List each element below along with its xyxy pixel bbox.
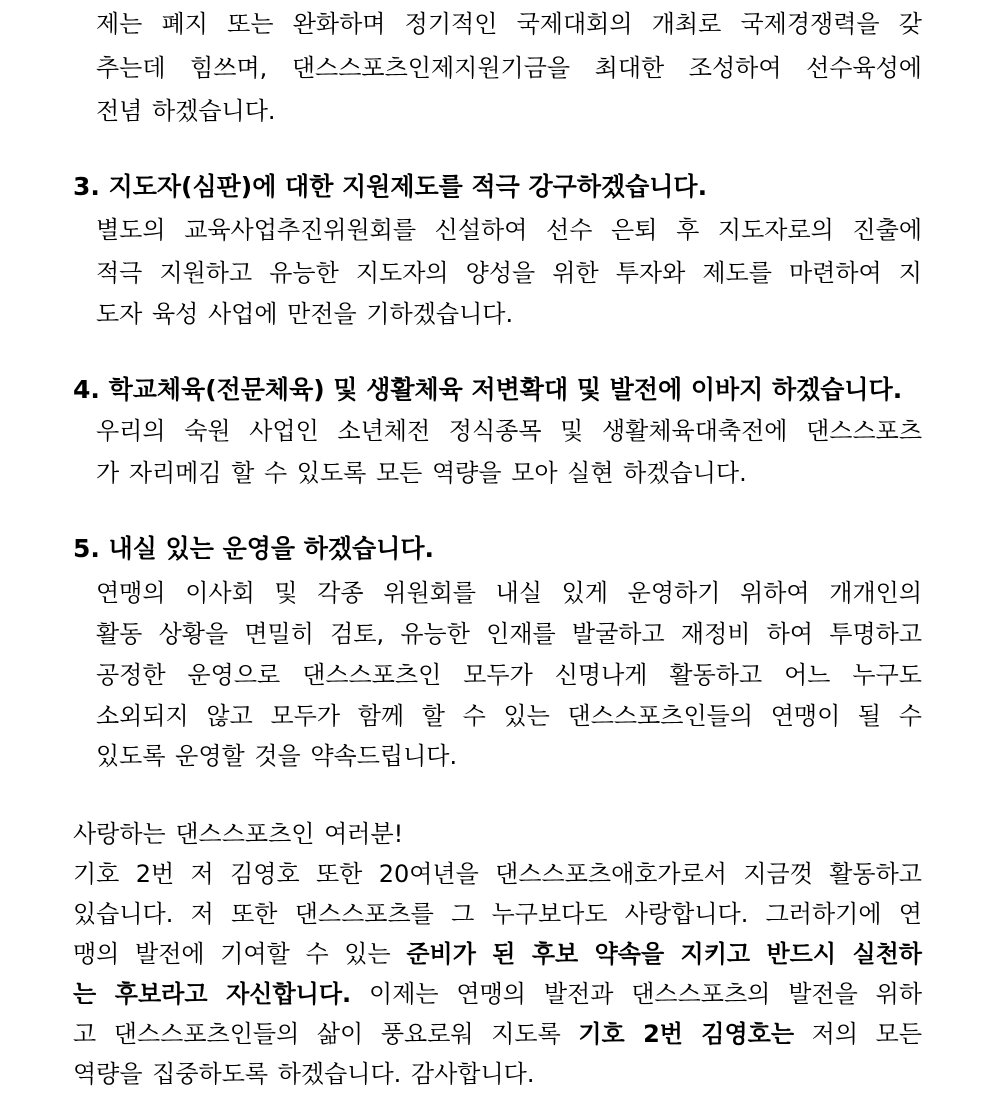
section-3-line-3: 도자 육성 사업에 만전을 기하겠습니다.: [96, 300, 514, 328]
closing-line-5-bold: 기호 2번 김영호는: [578, 1020, 795, 1048]
closing-line-3-bold: 준비가 된 후보 약속을 지키고 반드시 실천하: [406, 940, 922, 968]
closing-line-3-text: 맹의 발전에 기여할 수 있는: [73, 940, 407, 968]
section-4-line-1: 우리의 숙원 사업인 소년체전 정식종목 및 생활체육대축전에 댄스스포츠: [96, 417, 922, 445]
closing-line-4-text: 이제는 연맹의 발전과 댄스스포츠의 발전을 위하: [351, 980, 922, 1008]
section-3-line-2: 적극 지원하고 유능한 지도자의 양성을 위한 투자와 제도를 마련하여 지: [96, 259, 922, 287]
section-4-line-2: 가 자리메김 할 수 있도록 모든 역량을 모아 실현 하겠습니다.: [96, 459, 747, 487]
section-5-line-2: 활동 상황을 면밀히 검토, 유능한 인재를 발굴하고 재정비 하여 투명하고: [96, 620, 922, 648]
section-5-line-3: 공정한 운영으로 댄스스포츠인 모두가 신명나게 활동하고 어느 누구도: [96, 661, 922, 689]
closing-line-3: [73, 938, 922, 970]
closing-line-6: 역량을 집중하도록 하겠습니다. 감사합니다.: [73, 1060, 535, 1088]
closing-greeting: 사랑하는 댄스스포츠인 여러분!: [73, 820, 404, 848]
section-5-line-1: 연맹의 이사회 및 각종 위원회를 내실 있게 운영하기 위하여 개개인의: [96, 579, 922, 607]
closing-line-4: [73, 978, 922, 1010]
intro-line-2: 추는데 힘쓰며, 댄스스포츠인제지원기금을 최대한 조성하여 선수육성에: [96, 54, 922, 82]
closing-line-4-bold: 는 후보라고 자신합니다.: [73, 980, 352, 1008]
closing-line-5-text-b: 저의 모든: [794, 1020, 923, 1048]
closing-line-5-text-a: 고 댄스스포츠인들의 삶이 풍요로워 지도록: [73, 1020, 579, 1048]
section-5-line-4: 소외되지 않고 모두가 함께 할 수 있는 댄스스포츠인들의 연맹이 될 수: [96, 702, 922, 730]
section-5-heading: 5. 내실 있는 운영을 하겠습니다.: [73, 534, 435, 563]
closing-line-5: [73, 1018, 922, 1050]
section-4-heading: 4. 학교체육(전문체육) 및 생활체육 저변확대 및 발전에 이바지 하겠습니다.: [73, 375, 903, 404]
section-3-heading: 3. 지도자(심판)에 대한 지원제도를 적극 강구하겠습니다.: [73, 172, 708, 201]
intro-line-1: 제는 폐지 또는 완화하며 정기적인 국제대회의 개최로 국제경쟁력을 갖: [96, 10, 922, 38]
closing-line-2: 있습니다. 저 또한 댄스스포츠를 그 누구보다도 사랑합니다. 그러하기에 연: [73, 900, 922, 928]
section-5-line-5: 있도록 운영할 것을 약속드립니다.: [96, 742, 458, 770]
intro-line-3: 전념 하겠습니다.: [96, 97, 276, 125]
closing-line-1: 기호 2번 저 김영호 또한 20여년을 댄스스포츠애호가로서 지금껏 활동하고: [73, 860, 922, 888]
section-3-line-1: 별도의 교육사업추진위원회를 신설하여 선수 은퇴 후 지도자로의 진출에: [96, 216, 922, 244]
